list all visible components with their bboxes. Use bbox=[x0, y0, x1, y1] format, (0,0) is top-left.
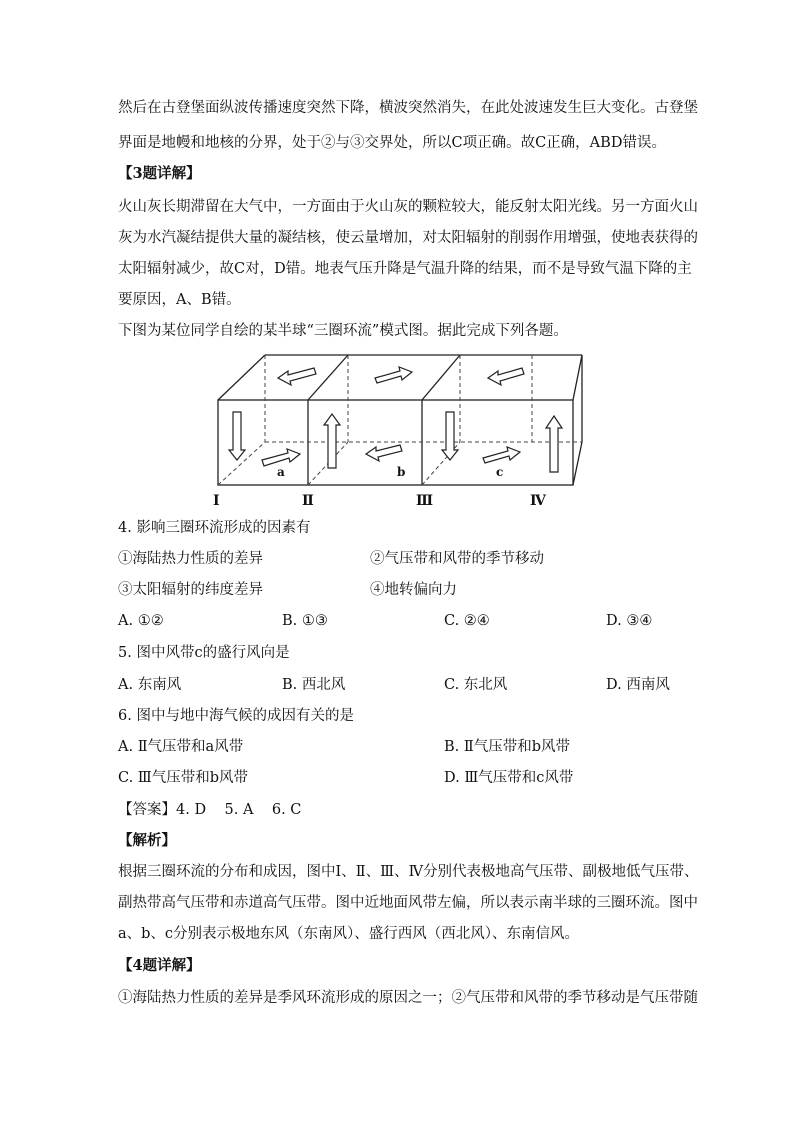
section-heading: 【解析】 bbox=[118, 832, 176, 849]
option-a: A. Ⅱ气压带和a风带 bbox=[118, 739, 244, 755]
text-line: 根据三圈环流的分布和成因，图中Ⅰ、Ⅱ、Ⅲ、Ⅳ分别代表极地高气压带、副极地低气压带、 bbox=[118, 864, 699, 880]
question-stem: 5. 图中风带c的盛行风向是 bbox=[118, 645, 290, 661]
text-line: 副热带高气压带和赤道高气压带。图中近地面风带左偏，所以表示南半球的三圈环流。图中 bbox=[118, 895, 698, 911]
option-c: C. Ⅲ气压带和b风带 bbox=[118, 770, 249, 786]
text-line: 然后在古登堡面纵波传播速度突然下降，横波突然消失，在此处波速发生巨大变化。古登堡 bbox=[118, 100, 698, 116]
question-stem: 4. 影响三圈环流形成的因素有 bbox=[118, 520, 311, 536]
arrow-down-icon bbox=[229, 412, 245, 460]
statement-3: ③太阳辐射的纬度差异 bbox=[118, 582, 263, 598]
text-line: 界面是地幔和地核的分界，处于②与③交界处，所以C项正确。故C正确，ABD错误。 bbox=[118, 135, 666, 151]
option-a: A. 东南风 bbox=[118, 677, 182, 693]
boundary-label-4: Ⅳ bbox=[530, 493, 546, 509]
arrow-left-icon bbox=[488, 368, 524, 385]
text-line: 要原因，A、B错。 bbox=[118, 292, 241, 308]
text-line: ①海陆热力性质的差异是季风环流形成的原因之一；②气压带和风带的季节移动是气压带随 bbox=[118, 990, 698, 1006]
arrow-right-icon bbox=[483, 447, 520, 463]
cell-label-a: a bbox=[277, 465, 285, 479]
boundary-label-3: Ⅲ bbox=[416, 493, 434, 509]
option-c: C. ②④ bbox=[444, 613, 490, 629]
statement-2: ②气压带和风带的季节移动 bbox=[370, 551, 544, 567]
arrow-down-icon bbox=[442, 412, 458, 460]
section-heading: 【3题详解】 bbox=[118, 165, 201, 182]
question-stem: 6. 图中与地中海气候的成因有关的是 bbox=[118, 708, 354, 724]
text-line: 火山灰长期滞留在大气中，一方面由于火山灰的颗粒较大，能反射太阳光线。另一方面火山 bbox=[118, 199, 698, 215]
option-b: B. Ⅱ气压带和b风带 bbox=[444, 739, 571, 755]
text-line: 太阳辐射减少，故C对，D错。地表气压升降是气温升降的结果，而不是导致气温下降的主 bbox=[118, 261, 692, 277]
option-d: D. Ⅲ气压带和c风带 bbox=[444, 770, 574, 786]
answer-line: 【答案】4. D 5. A 6. C bbox=[118, 802, 302, 818]
option-b: B. ①③ bbox=[282, 613, 328, 629]
boundary-label-2: Ⅱ bbox=[302, 493, 314, 509]
cell-label-c: c bbox=[496, 465, 504, 479]
arrow-left-icon bbox=[366, 445, 402, 461]
text-line: a、b、c分别表示极地东风（东南风）、盛行西风（西北风）、东南信风。 bbox=[118, 926, 580, 942]
arrow-up-icon bbox=[546, 416, 562, 472]
option-a: A. ①② bbox=[118, 613, 164, 629]
option-d: D. ③④ bbox=[606, 613, 653, 629]
statement-4: ④地转偏向力 bbox=[370, 582, 457, 598]
cell-label-b: b bbox=[397, 465, 406, 479]
option-b: B. 西北风 bbox=[282, 677, 346, 693]
option-c: C. 东北风 bbox=[444, 677, 508, 693]
option-d: D. 西南风 bbox=[606, 677, 670, 693]
arrow-up-icon bbox=[324, 414, 340, 468]
statement-1: ①海陆热力性质的差异 bbox=[118, 551, 263, 567]
text-line: 灰为水汽凝结提供大量的凝结核，使云量增加，对太阳辐射的削弱作用增强，使地表获得的 bbox=[118, 230, 698, 246]
boundary-label-1: Ⅰ bbox=[213, 493, 220, 509]
section-heading: 【4题详解】 bbox=[118, 957, 201, 974]
arrow-right-icon bbox=[375, 367, 412, 383]
figure-intro: 下图为某位同学自绘的某半球“三圈环流”模式图。据此完成下列各题。 bbox=[118, 323, 568, 339]
arrow-right-icon bbox=[262, 449, 300, 466]
three-cell-circulation-diagram bbox=[210, 350, 590, 510]
